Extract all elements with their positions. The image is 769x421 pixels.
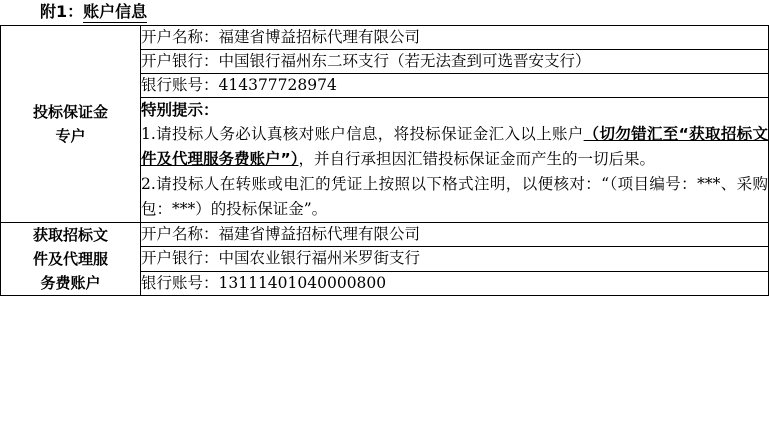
special-notice-paragraph-2: 2.请投标人在转账或电汇的凭证上按照以下格式注明，以便核对：“（项目编号：***、采购包：***）的投标保证金”。 (141, 175, 768, 218)
page-title (0, 0, 769, 25)
section-label-line: 获取招标文 (32, 226, 108, 244)
special-notice-paragraph-1 (141, 122, 768, 172)
account-number-row: 银行账号：13111401040000800 (141, 271, 769, 295)
special-notice-cell (141, 98, 769, 223)
account-bank-row: 开户银行：中国银行福州东二环支行（若无法查到可选晋安支行） (141, 50, 769, 74)
account-name-row: 开户名称：福建省博益招标代理有限公司 (141, 223, 769, 247)
account-number-row: 银行账号：414377728974 (141, 74, 769, 98)
section-label-line: 专户 (55, 127, 86, 145)
notice-text-part-2: ，并自行承担因汇错投标保证金而产生的一切后果。 (298, 150, 655, 168)
table-row (1, 223, 769, 247)
table-row (1, 26, 769, 50)
special-notice-heading: 特别提示： (141, 101, 219, 119)
section-label-line: 投标保证金 (32, 103, 108, 121)
section-label-doc-fee (1, 223, 141, 296)
page-title-main: 账户信息 (83, 2, 148, 21)
account-info-table (0, 25, 769, 296)
account-bank-row: 开户银行：中国农业银行福州米罗街支行 (141, 247, 769, 271)
account-name-row: 开户名称：福建省博益招标代理有限公司 (141, 26, 769, 50)
page-title-prefix: 附1： (40, 2, 84, 21)
section-label-line: 务费账户 (40, 274, 101, 292)
section-label-line: 件及代理服 (32, 250, 108, 268)
notice-text-part-1: 1.请投标人务必认真核对账户信息，将投标保证金汇入以上账户 (141, 125, 584, 143)
section-label-bid-deposit (1, 26, 141, 223)
notice-emphasis: （切勿错汇至“获取招标文件及代理服务费账户”） (141, 125, 768, 168)
